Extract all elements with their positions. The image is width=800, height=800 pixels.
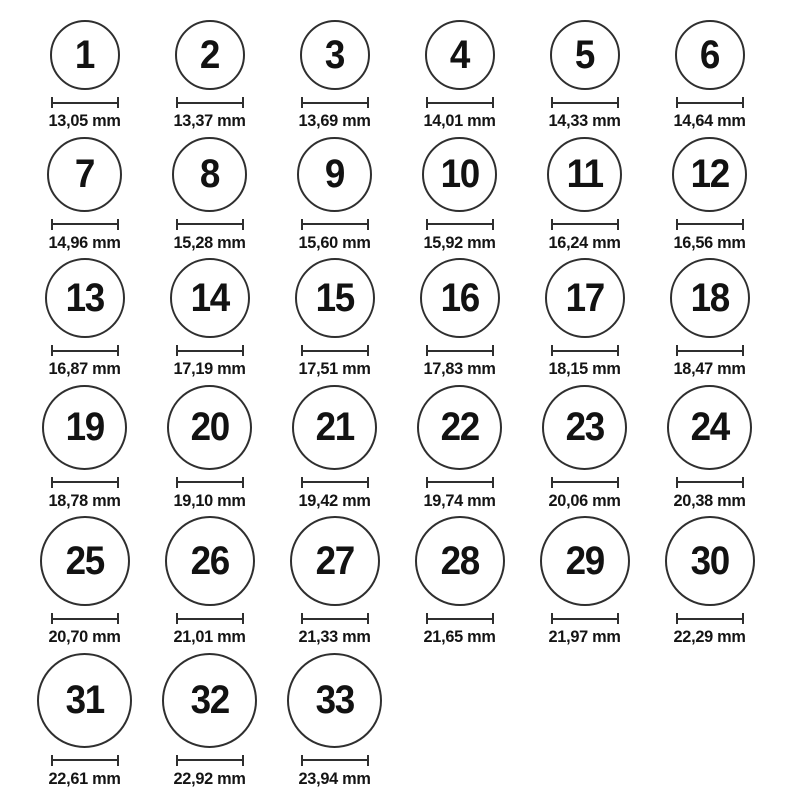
ring-circle xyxy=(165,516,255,606)
diameter-measure-line xyxy=(551,345,619,356)
diameter-measure-line xyxy=(676,477,744,488)
diameter-label: 16,87 mm xyxy=(48,359,121,379)
diameter-label: 19,74 mm xyxy=(423,490,496,510)
diameter-label: 15,60 mm xyxy=(298,232,371,252)
ring-size-number: 16 xyxy=(440,276,479,321)
ring-size-cell xyxy=(272,258,397,379)
ring-size-number: 24 xyxy=(690,405,729,450)
diameter-measure-line xyxy=(301,613,369,624)
ring-size-cell xyxy=(647,516,772,647)
ring-size-number: 2 xyxy=(199,33,220,77)
diameter-label: 20,06 mm xyxy=(548,490,621,510)
diameter-label: 22,29 mm xyxy=(673,627,746,647)
ring-size-number: 6 xyxy=(699,33,720,77)
diameter-measure-line xyxy=(301,477,369,488)
diameter-measure-line xyxy=(301,755,369,766)
ring-size-number: 3 xyxy=(324,33,345,77)
diameter-label: 17,83 mm xyxy=(423,359,496,379)
diameter-measure-line xyxy=(676,219,744,230)
ring-size-cell xyxy=(647,137,772,253)
ring-size-number: 29 xyxy=(565,539,604,584)
ring-size-cell xyxy=(147,653,272,789)
ring-circle xyxy=(670,258,750,338)
ring-size-cell xyxy=(647,20,772,131)
diameter-label: 16,56 mm xyxy=(673,232,746,252)
diameter-label: 18,78 mm xyxy=(48,490,121,510)
ring-size-cell xyxy=(272,137,397,253)
ring-size-number: 8 xyxy=(199,152,220,197)
diameter-label: 18,15 mm xyxy=(548,359,621,379)
ring-size-cell xyxy=(272,20,397,131)
diameter-label: 21,97 mm xyxy=(548,627,621,647)
diameter-measure-line xyxy=(551,613,619,624)
diameter-label: 16,24 mm xyxy=(548,232,621,252)
ring-size-cell xyxy=(272,385,397,511)
ring-circle xyxy=(297,137,372,212)
ring-size-number: 20 xyxy=(190,405,229,450)
chart-row xyxy=(22,20,800,131)
diameter-measure-line xyxy=(551,477,619,488)
diameter-label: 13,37 mm xyxy=(173,111,246,130)
ring-size-cell xyxy=(22,20,147,131)
ring-circle xyxy=(47,137,122,212)
ring-circle xyxy=(672,137,747,212)
diameter-measure-line xyxy=(676,613,744,624)
diameter-label: 14,64 mm xyxy=(673,111,746,130)
ring-circle xyxy=(665,516,755,606)
ring-size-number: 12 xyxy=(690,152,729,197)
diameter-label: 20,38 mm xyxy=(673,490,746,510)
diameter-label: 21,01 mm xyxy=(173,627,246,647)
diameter-measure-line xyxy=(301,345,369,356)
ring-circle xyxy=(290,516,380,606)
ring-circle xyxy=(422,137,497,212)
ring-size-number: 26 xyxy=(190,539,229,584)
ring-size-cell xyxy=(22,258,147,379)
ring-circle xyxy=(667,385,752,470)
diameter-measure-line xyxy=(551,219,619,230)
ring-size-number: 25 xyxy=(65,539,104,584)
ring-size-number: 15 xyxy=(315,276,354,321)
diameter-measure-line xyxy=(426,613,494,624)
diameter-measure-line xyxy=(176,219,244,230)
diameter-measure-line xyxy=(676,345,744,356)
diameter-measure-line xyxy=(51,613,119,624)
ring-size-cell xyxy=(522,385,647,511)
ring-size-cell xyxy=(397,385,522,511)
ring-size-cell xyxy=(147,385,272,511)
ring-size-cell xyxy=(397,258,522,379)
ring-circle xyxy=(172,137,247,212)
ring-circle xyxy=(287,653,382,748)
ring-size-number: 10 xyxy=(440,152,479,197)
ring-size-number: 18 xyxy=(690,276,729,321)
chart-row xyxy=(22,258,800,379)
ring-circle xyxy=(175,20,245,90)
diameter-label: 22,92 mm xyxy=(173,768,246,788)
diameter-measure-line xyxy=(426,477,494,488)
diameter-label: 21,65 mm xyxy=(423,627,496,647)
ring-circle xyxy=(295,258,375,338)
ring-size-number: 14 xyxy=(190,276,229,321)
ring-size-cell xyxy=(522,20,647,131)
diameter-measure-line xyxy=(551,97,619,108)
ring-size-cell xyxy=(22,653,147,789)
ring-size-number: 28 xyxy=(440,539,479,584)
ring-size-number: 27 xyxy=(315,539,354,584)
diameter-label: 15,28 mm xyxy=(173,232,246,252)
ring-circle xyxy=(300,20,370,90)
diameter-label: 13,69 mm xyxy=(298,111,371,130)
diameter-measure-line xyxy=(676,97,744,108)
diameter-measure-line xyxy=(426,219,494,230)
ring-circle xyxy=(45,258,125,338)
ring-size-cell xyxy=(147,20,272,131)
diameter-label: 13,05 mm xyxy=(48,111,121,130)
diameter-label: 22,61 mm xyxy=(48,768,121,788)
ring-size-number: 23 xyxy=(565,405,604,450)
ring-size-cell xyxy=(647,385,772,511)
ring-circle xyxy=(425,20,495,90)
diameter-label: 20,70 mm xyxy=(48,627,121,647)
ring-size-cell xyxy=(522,137,647,253)
ring-size-cell xyxy=(22,385,147,511)
diameter-measure-line xyxy=(176,477,244,488)
ring-circle xyxy=(42,385,127,470)
ring-circle xyxy=(417,385,502,470)
chart-row xyxy=(22,137,800,253)
ring-size-cell xyxy=(397,137,522,253)
ring-circle xyxy=(420,258,500,338)
diameter-label: 19,42 mm xyxy=(298,490,371,510)
ring-size-number: 22 xyxy=(440,405,479,450)
ring-size-cell xyxy=(522,258,647,379)
ring-circle xyxy=(545,258,625,338)
ring-size-number: 30 xyxy=(690,539,729,584)
ring-size-number: 19 xyxy=(65,405,104,450)
ring-circle xyxy=(40,516,130,606)
diameter-measure-line xyxy=(51,219,119,230)
chart-row xyxy=(22,385,800,511)
diameter-measure-line xyxy=(176,755,244,766)
ring-size-cell xyxy=(22,137,147,253)
ring-circle xyxy=(50,20,120,90)
ring-size-number: 5 xyxy=(574,33,595,77)
diameter-label: 14,33 mm xyxy=(548,111,621,130)
diameter-measure-line xyxy=(301,97,369,108)
ring-size-number: 7 xyxy=(74,152,95,197)
ring-size-number: 4 xyxy=(449,33,470,77)
ring-size-number: 31 xyxy=(65,678,104,723)
ring-circle xyxy=(540,516,630,606)
ring-circle xyxy=(162,653,257,748)
ring-circle xyxy=(547,137,622,212)
ring-size-number: 13 xyxy=(65,276,104,321)
diameter-measure-line xyxy=(301,219,369,230)
ring-circle xyxy=(550,20,620,90)
diameter-label: 17,19 mm xyxy=(173,359,246,379)
diameter-measure-line xyxy=(426,345,494,356)
ring-size-number: 1 xyxy=(74,33,95,77)
ring-size-number: 33 xyxy=(315,678,354,723)
diameter-label: 19,10 mm xyxy=(173,490,246,510)
ring-size-number: 32 xyxy=(190,678,229,723)
ring-size-number: 9 xyxy=(324,152,345,197)
diameter-measure-line xyxy=(51,477,119,488)
ring-size-number: 17 xyxy=(565,276,604,321)
ring-size-cell xyxy=(397,20,522,131)
ring-size-cell xyxy=(272,516,397,647)
ring-size-cell xyxy=(147,137,272,253)
chart-row xyxy=(22,516,800,647)
ring-circle xyxy=(292,385,377,470)
diameter-measure-line xyxy=(426,97,494,108)
chart-row xyxy=(22,653,800,789)
diameter-measure-line xyxy=(176,345,244,356)
ring-size-cell xyxy=(272,653,397,789)
diameter-measure-line xyxy=(176,97,244,108)
ring-size-cell xyxy=(522,516,647,647)
diameter-label: 14,96 mm xyxy=(48,232,121,252)
ring-size-cell xyxy=(397,516,522,647)
ring-circle xyxy=(542,385,627,470)
ring-circle xyxy=(675,20,745,90)
diameter-measure-line xyxy=(176,613,244,624)
ring-size-cell xyxy=(22,516,147,647)
ring-circle xyxy=(167,385,252,470)
diameter-label: 14,01 mm xyxy=(423,111,496,130)
ring-size-cell xyxy=(147,516,272,647)
ring-circle xyxy=(37,653,132,748)
ring-size-cell xyxy=(647,258,772,379)
ring-size-number: 21 xyxy=(315,405,354,450)
diameter-label: 21,33 mm xyxy=(298,627,371,647)
diameter-label: 23,94 mm xyxy=(298,768,371,788)
diameter-measure-line xyxy=(51,755,119,766)
ring-circle xyxy=(415,516,505,606)
ring-circle xyxy=(170,258,250,338)
diameter-label: 18,47 mm xyxy=(673,359,746,379)
diameter-measure-line xyxy=(51,345,119,356)
ring-size-cell xyxy=(147,258,272,379)
diameter-measure-line xyxy=(51,97,119,108)
diameter-label: 17,51 mm xyxy=(298,359,371,379)
diameter-label: 15,92 mm xyxy=(423,232,496,252)
ring-size-number: 11 xyxy=(566,152,603,197)
